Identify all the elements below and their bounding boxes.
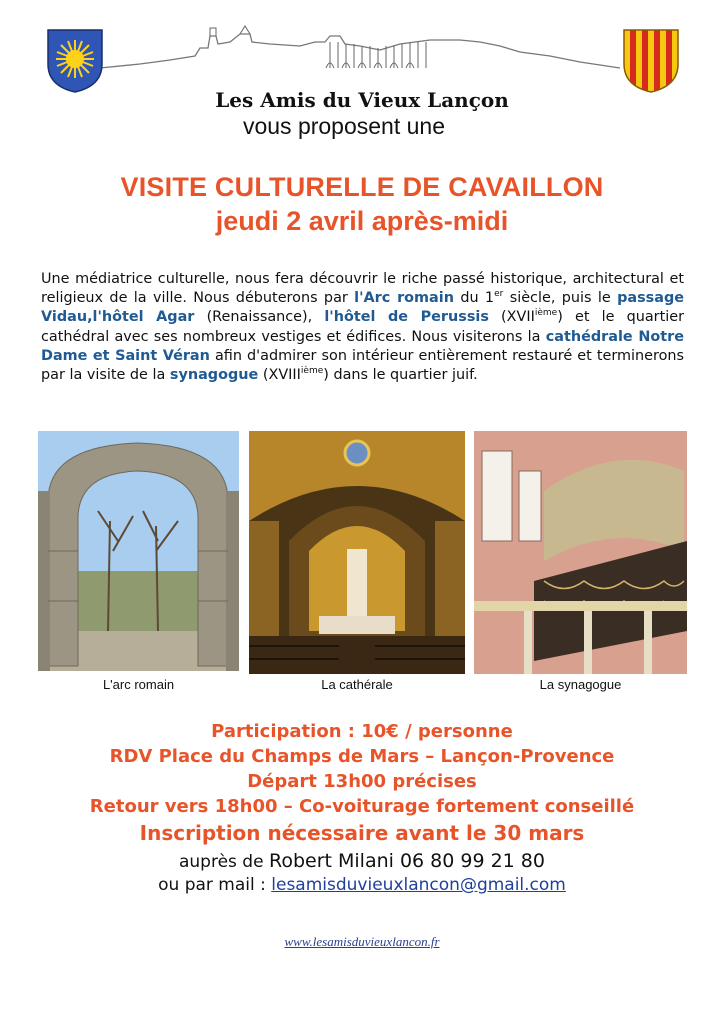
intro-text: ) et le quartier cathédral avec ses nombreux vestiges et édifices. Nous visiterons la <box>41 309 684 345</box>
village-skyline-drawing <box>100 24 620 80</box>
highlight-cathedrale: cathédrale Notre Dame et Saint Véran <box>41 328 684 364</box>
intro-text: (Renaissance), <box>194 309 325 326</box>
sun-crest-icon <box>46 28 104 94</box>
event-title: VISITE CULTURELLE DE CAVAILLON <box>120 172 604 202</box>
email-link[interactable]: lesamisduvieuxlancon@gmail.com <box>271 875 566 895</box>
website-link[interactable]: www.lesamisduvieuxlancon.fr <box>284 934 440 949</box>
mail-prefix: ou par mail : <box>158 875 272 895</box>
intro-text: ) dans le quartier juif. <box>323 367 478 384</box>
event-date: jeudi 2 avril après-midi <box>215 206 509 236</box>
contact-phone-line <box>0 850 724 872</box>
contact-prefix: auprès de <box>178 852 269 872</box>
striped-crest-icon <box>622 28 680 94</box>
contact-name-phone: Robert Milani 06 80 99 21 80 <box>268 850 545 872</box>
intro-text: afin d'admirer son intérieur entièrement restauré et terminerons par la visite de la <box>41 347 684 384</box>
photo-arc-romain <box>38 431 239 671</box>
photo-synagogue <box>474 431 687 674</box>
highlight-synagogue: synagogue <box>169 367 259 384</box>
superscript: ième <box>534 308 558 319</box>
info-registration-deadline: Inscription nécessaire avant le 30 mars <box>139 821 585 845</box>
intro-text: (XVII <box>488 309 535 326</box>
caption-synagogue: La synagogue <box>539 677 622 692</box>
intro-text: Une médiatrice culturelle, nous fera découvrir le riche passé historique, architectural et religieux de la ville. Nous débuterons par <box>41 271 684 307</box>
contact-mail-line <box>0 875 724 895</box>
intro-text: du 1 <box>453 290 495 307</box>
organization-tagline: vous proposent une <box>242 113 446 139</box>
organization-name: Les Amis du Vieux Lançon <box>215 88 509 112</box>
intro-text: siècle, puis le <box>503 290 618 307</box>
superscript: ième <box>300 366 324 377</box>
caption-arc-romain: L'arc romain <box>102 677 175 692</box>
photo-cathedrale <box>249 431 465 674</box>
highlight-passage-vidau: passage Vidau,l'hôtel Agar <box>41 290 685 326</box>
intro-text: (XVIII <box>258 367 301 384</box>
info-meeting-point: RDV Place du Champs de Mars – Lançon-Provence <box>109 746 615 767</box>
highlight-arc-romain: l'Arc romain <box>354 290 454 307</box>
caption-cathedrale: La cathérale <box>321 677 393 692</box>
intro-paragraph <box>41 270 684 385</box>
info-participation-price: Participation : 10€ / personne <box>211 721 513 742</box>
info-return-time: Retour vers 18h00 – Co-voiturage fortement conseillé <box>89 796 635 817</box>
highlight-hotel-perussis: l'hôtel de Perussis <box>324 309 489 326</box>
info-departure-time: Départ 13h00 précises <box>247 771 477 792</box>
superscript: er <box>494 289 504 300</box>
